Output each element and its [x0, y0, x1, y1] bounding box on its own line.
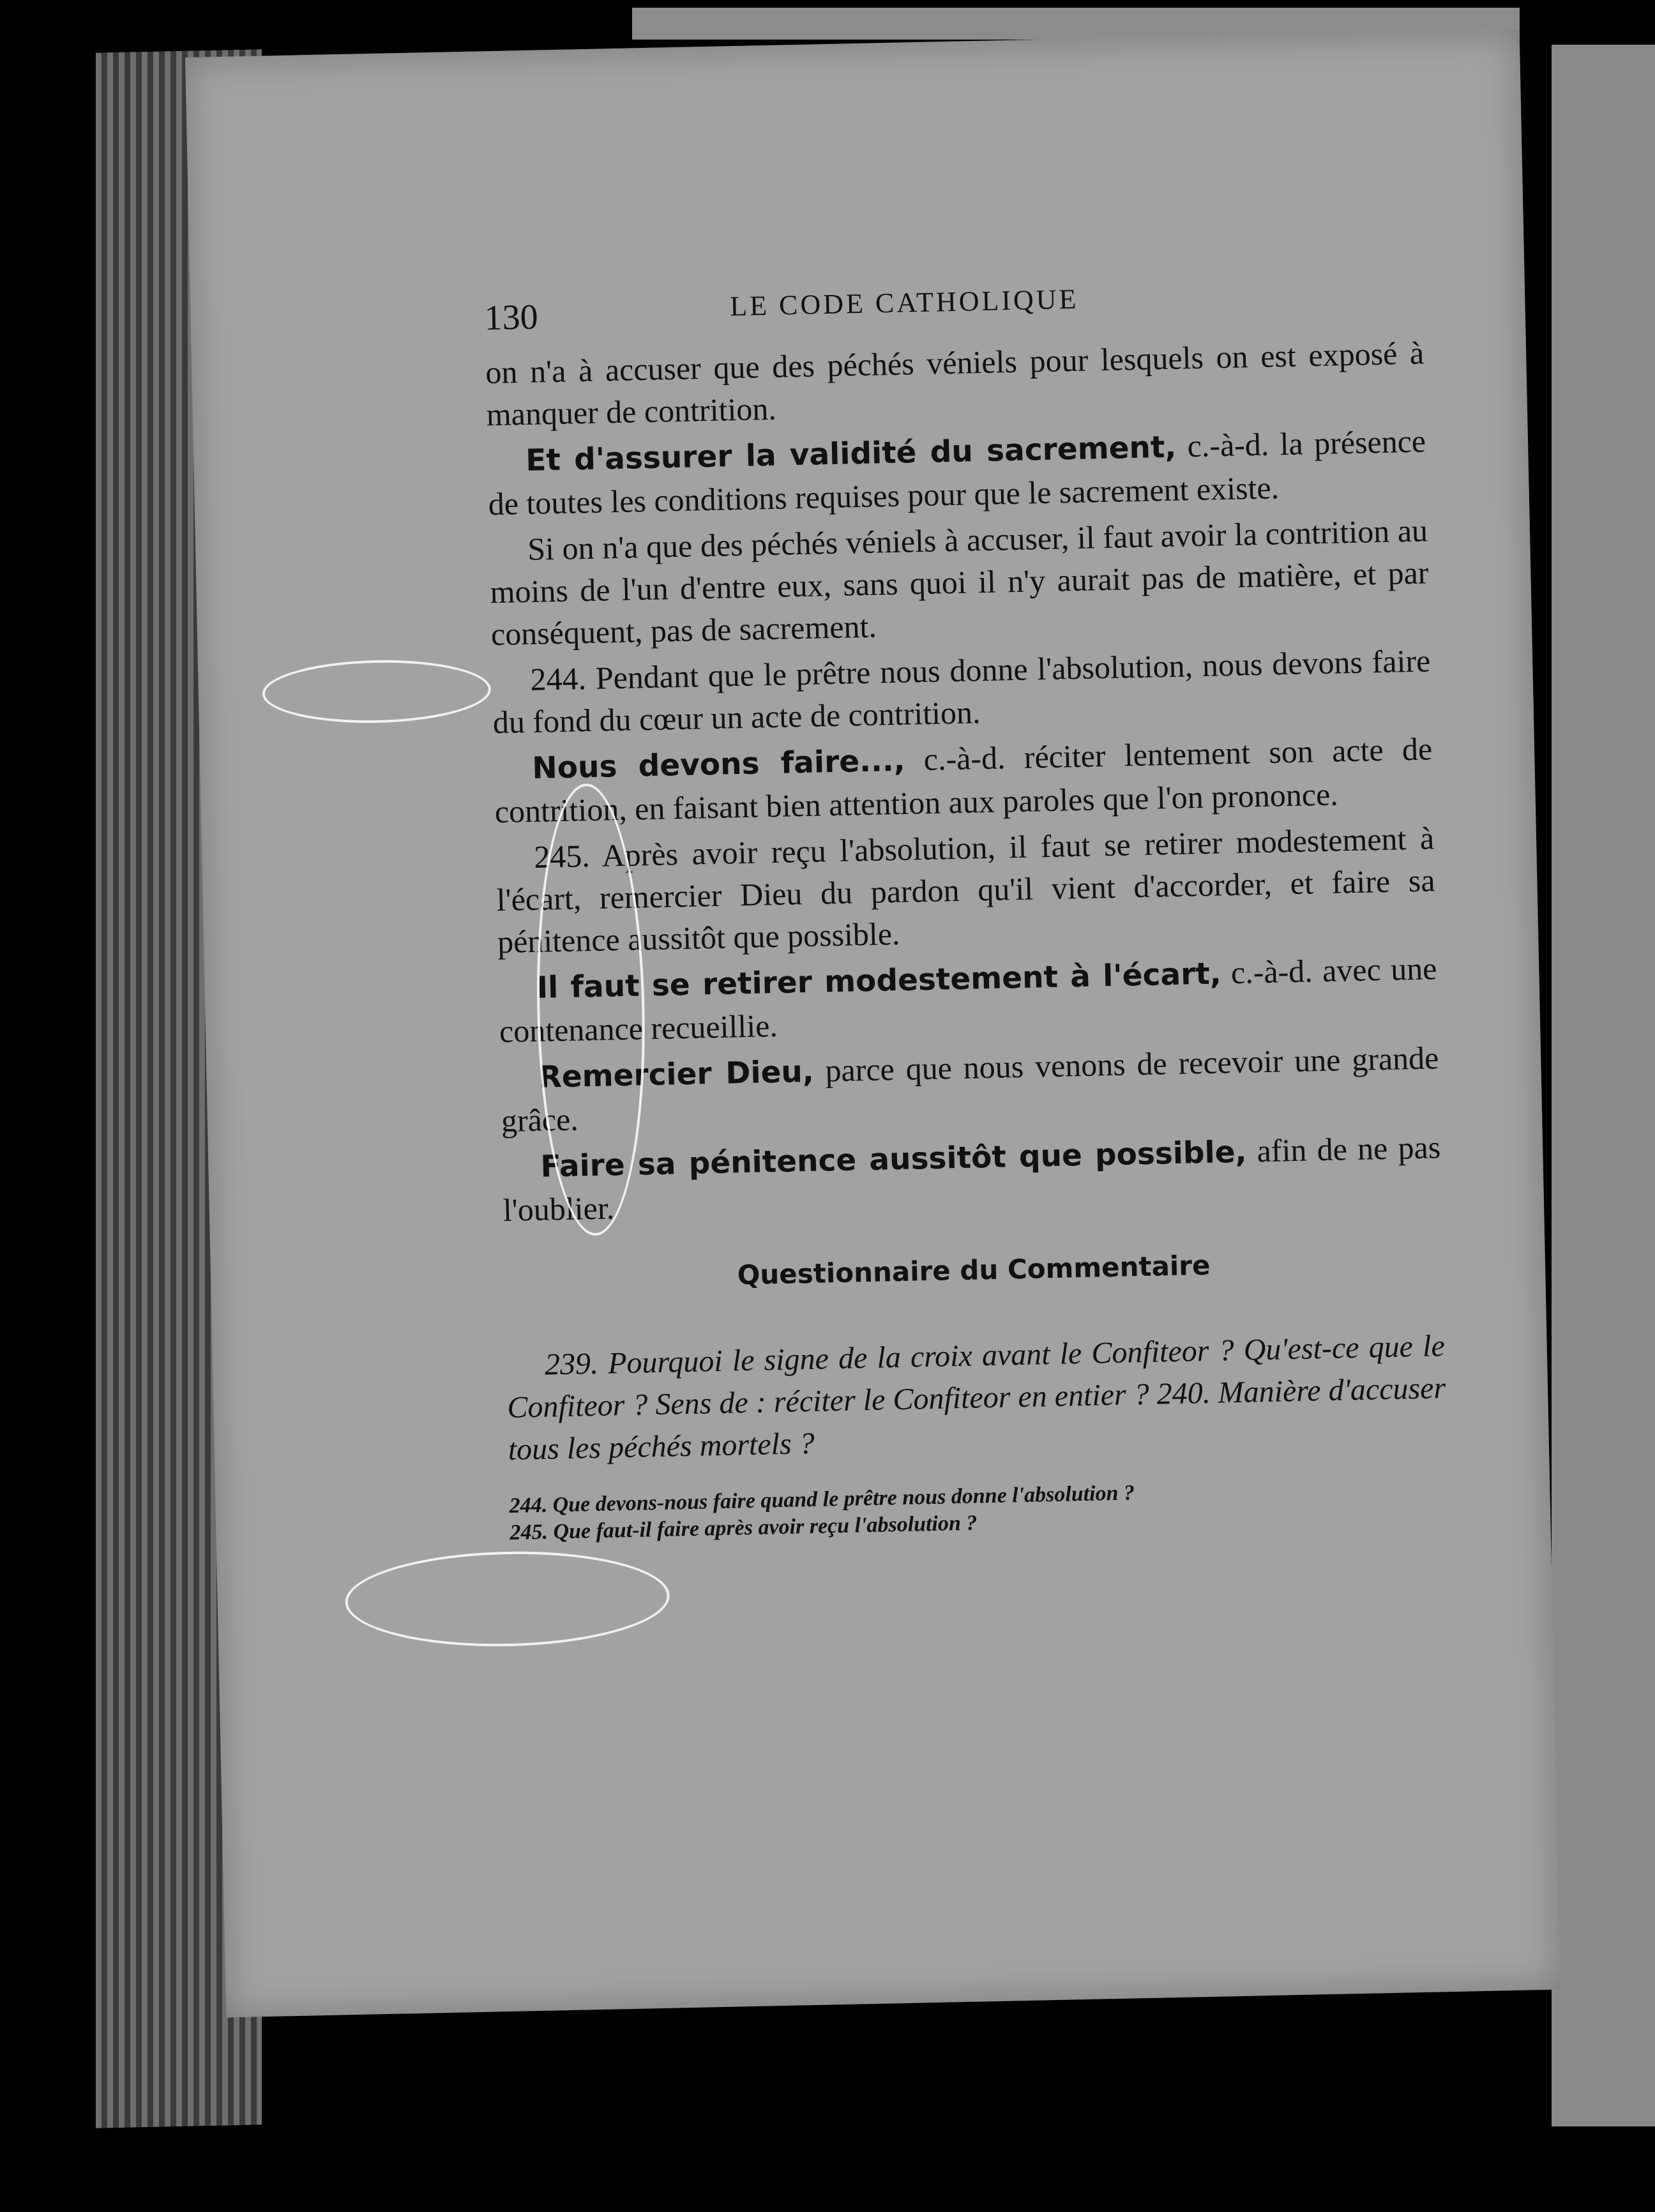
questionnaire-heading: Questionnaire du Commentaire [737, 1249, 1211, 1291]
paragraph-text: c.-à-d. réciter lentement son acte de contrition, en faisant bien attention aux paroles que l'on prononce. [494, 731, 1433, 830]
facing-page-edge [1552, 45, 1655, 2126]
paragraph-244: 244. Pendant que le prêtre nous donne l'absolution, nous devons faire du fond du cœur un acte de contrition. [492, 642, 1431, 741]
running-title: LE CODE CATHOLIQUE [729, 283, 1079, 322]
paragraph: on n'a à accuser que des péchés véniels pour lesquels on est exposé à manquer de contrition. [485, 335, 1425, 433]
paragraph [487, 420, 1427, 525]
paragraph-text: c.-à-d. avec une contenance recueillie. [499, 950, 1437, 1050]
scan-artifact [344, 1549, 670, 1650]
paragraph-245: 245. Après avoir reçu l'absolution, il faut se retirer modestement à l'écart, remercier Dieu du pardon qu'il vient d'accorder, et faire sa pénitence aussitôt que possible. [496, 820, 1435, 960]
scan-artifact [262, 658, 492, 725]
questionnaire-item: 245. Que faut-il faire après avoir reçu l'absolution ? [510, 1511, 978, 1545]
page-number: 130 [484, 297, 539, 338]
paragraph-text: parce que nous venons de recevoir une grande grâce. [501, 1040, 1439, 1139]
paragraph: Si on n'a que des péchés véniels à accuser, il faut avoir la contrition au moins de l'un d'entre eux, sans quoi il n'y aurait pas de matière, et par conséquent, pas de sacrement. [490, 512, 1429, 653]
text-block [479, 32, 1446, 1545]
questionnaire-item: 244. Que devons-nous faire quand le prêtre nous donne l'absolution ? [509, 1481, 1135, 1518]
book-page [185, 29, 1561, 2017]
bold-term: Nous devons faire..., [531, 743, 906, 786]
paragraph [502, 1126, 1442, 1231]
paragraph-text: c.-à-d. la présence de toutes les conditions requises pour que le sacrement existe. [488, 423, 1426, 522]
running-head [479, 32, 1419, 338]
paragraph [494, 727, 1433, 833]
bold-term: Et d'assurer la validité du sacrement, [525, 429, 1177, 478]
bold-term: Faire sa pénitence aussitôt que possible, [540, 1134, 1247, 1185]
bold-term: Remercier Dieu, [538, 1054, 815, 1095]
paragraph-text: afin de ne pas l'oublier. [503, 1129, 1441, 1228]
bold-term: Il faut se retirer modestement à l'écart, [536, 956, 1222, 1006]
questionnaire-item: 239. Pourquoi le signe de la croix avant le Confiteor ? Qu'est-ce que le Confiteor ? Sens de : réciter le Confiteor en entier ? 240. Manière d'accuser tous les péchés mortels ? [506, 1329, 1446, 1467]
